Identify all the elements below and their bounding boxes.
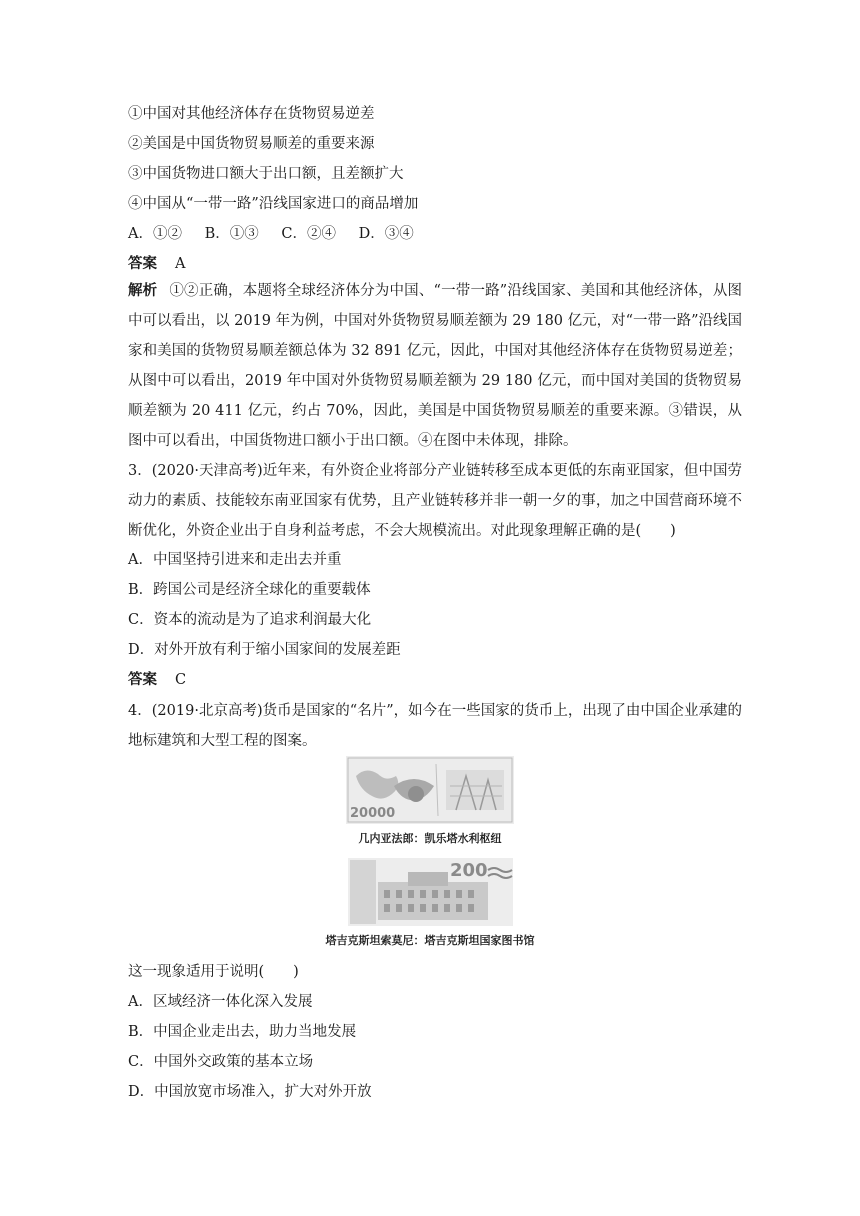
banknote-tajik-somoni [348,858,513,926]
q3-answer [128,670,748,690]
answer-label: 答案 [128,671,157,688]
q2-option-c: C．②④ [281,226,336,242]
answer-value: A [175,256,186,272]
q4-option-b: B．中国企业走出去，助力当地发展 [128,1024,357,1040]
q4-question: 这一现象适用于说明( ) [128,964,299,980]
q4-stem: 4．(2019·北京高考)货币是国家的“名片”，如今在一些国家的货币上，出现了由中国企业承建的地标建筑和大型工程的图案。 [128,703,742,749]
q3-option-c: C．资本的流动是为了追求利润最大化 [128,612,372,628]
statement-4: ④中国从“一带一路”沿线国家进口的商品增加 [128,196,419,212]
q2-answer [128,254,748,274]
q3-option-d: D．对外开放有利于缩小国家间的发展差距 [128,642,401,658]
analysis-label: 解析 [128,282,158,299]
q2-option-a: A．①② [128,226,182,242]
q4-option-a: A．区域经济一体化深入发展 [128,994,313,1010]
banknote-tajik-image [348,858,513,926]
q2-options [128,224,748,244]
analysis-text: ①②正确，本题将全球经济体分为中国、“一带一路”沿线国家、美国和其他经济体，从图中可以看出，以 2019 年为例，中国对外货物贸易顺差额为 29 180 亿元，对“一带一路”沿线国家和美国的货物贸易顺差额总体为 32 891 亿元，因此，中国对其他经济体存在货物贸易逆差；从图中可以看出，2019 年中国对外货物贸易顺差额为 29 180 亿元，而中国对美国的货物贸易顺差额为 20 411 亿元，约占 70%，因此，美国是中国货物贸易顺差的重要来源。③错误，从图中可以看出，中国货物进口额小于出口额。④在图中未体现，排除。 [128,283,743,449]
q2-analysis [128,276,742,456]
banknote1-denomination: 20000 [350,806,396,821]
q4-option-d: D．中国放宽市场准入，扩大对外开放 [128,1084,372,1100]
answer-value: C [175,672,187,688]
figure2-caption: 塔吉克斯坦索莫尼：塔吉克斯坦国家图书馆 [325,934,535,947]
statement-2: ②美国是中国货物贸易顺差的重要来源 [128,136,375,152]
statement-1: ①中国对其他经济体存在货物贸易逆差 [128,106,375,122]
q2-option-b: B．①③ [204,226,259,242]
q3-option-b: B．跨国公司是经济全球化的重要载体 [128,582,371,598]
statement-3: ③中国货物进口额大于出口额，且差额扩大 [128,166,404,182]
q2-option-d: D．③④ [358,226,414,242]
q3-stem: 3．(2020·天津高考)近年来，有外资企业将部分产业链转移至成本更低的东南亚国家，但中国劳动力的素质、技能较东南亚国家有优势，且产业链转移并非一朝一夕的事，加之中国营商环境不断优化，外资企业出于自身利益考虑，不会大规模流出。对此现象理解正确的是( ) [128,463,742,539]
answer-label: 答案 [128,255,157,272]
figure1-caption: 几内亚法郎：凯乐塔水利枢纽 [358,832,502,845]
q3-option-a: A．中国坚持引进来和走出去并重 [128,552,342,568]
banknote2-denomination: 200 [450,860,488,881]
q4-option-c: C．中国外交政策的基本立场 [128,1054,314,1070]
banknote-guinea-franc [346,756,514,824]
